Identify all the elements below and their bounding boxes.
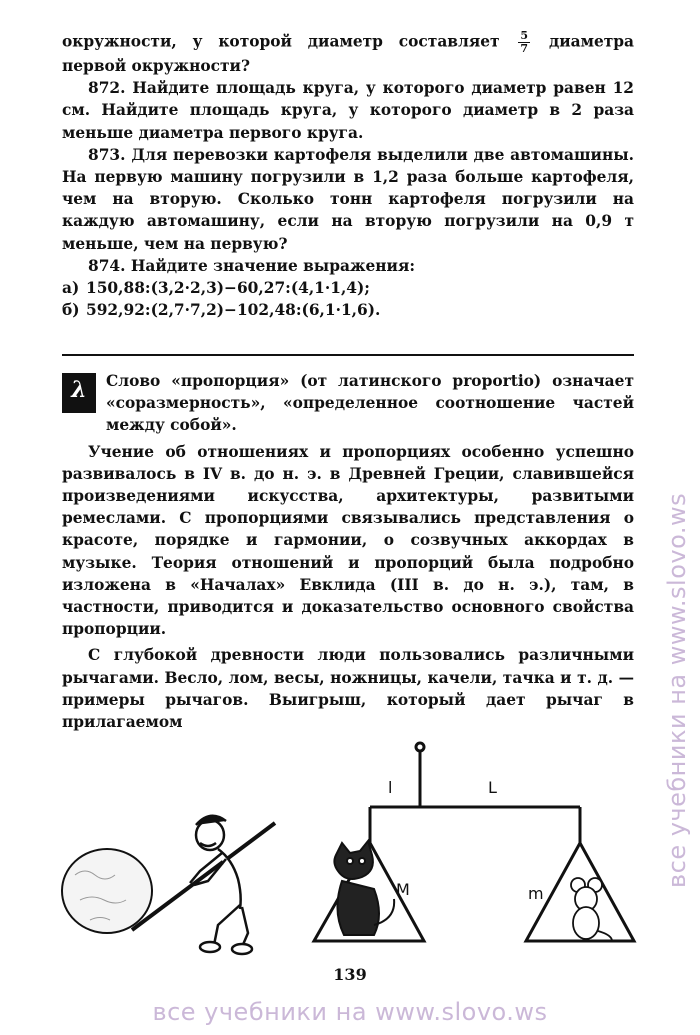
problem-874-text: Найдите значение выражения: <box>130 256 416 275</box>
problem-873-text: Для перевозки картофеля выделили две автомашины. На первую машину погрузили в 1,2 раза больше картофеля, чем на вторую. Сколько тонн картофеля погрузили на каждую автомашину, если на вторую погрузили на 0,9 т меньше, чем на первую? <box>62 145 634 253</box>
man-figure <box>190 816 252 954</box>
label-mass-m: m <box>528 884 544 903</box>
fraction-5-7 <box>518 30 530 55</box>
option-b-expression: 592,92:(2,7·7,2)−102,48:(6,1·1,6). <box>86 301 381 320</box>
option-a-expression: 150,88:(3,2·2,3)−60,27:(4,1·1,4); <box>86 279 370 298</box>
label-arm-L: L <box>488 778 497 797</box>
history-section-icon <box>62 373 96 413</box>
problem-871-text-start: окружности, у которой диаметр составляет <box>62 32 500 51</box>
option-b-label: б) <box>62 301 80 320</box>
problem-874-option-a <box>62 277 634 299</box>
fraction-numerator: 5 <box>520 29 529 42</box>
history-paragraph-1: Учение об отношениях и пропорциях особенно успешно развивалось в IV в. до н. э. в Древней Греции, славившейся произведениями искусства, архитектуры, развитыми ремеслами. С пропорциями связывались представления о красоте, порядке и гармонии, о созвучных аккордах в музыке. Теория отношений и пропорций была подробно изложена в «Началах» Евклида (III в. до н. э.), там, в частности, приводится и доказательство основного свойства пропорции. <box>62 442 634 639</box>
section-divider <box>62 354 634 356</box>
problems-block <box>62 30 634 321</box>
history-paragraph-2: С глубокой древности люди пользовались различными рычагами. Весло, лом, весы, ножницы, качели, тачка и т. д. — примеры рычагов. Выигрыш, который дает рычаг в прилагаемом <box>62 646 634 732</box>
fraction-denominator: 7 <box>520 42 529 55</box>
problem-874 <box>62 255 634 277</box>
problem-871-tail <box>62 30 634 77</box>
lever-illustration <box>50 735 650 960</box>
problem-874-number: 874. <box>88 256 126 275</box>
problem-872 <box>62 77 634 144</box>
boulder <box>62 849 152 933</box>
history-section <box>62 370 634 733</box>
problem-873 <box>62 144 634 255</box>
watermark-bottom: все учебники на www.slovo.ws <box>152 998 548 1026</box>
label-arm-l: l <box>388 778 393 797</box>
history-intro: Слово «пропорция» (от латинского proportio) означает «соразмерность», «определенное соотношение частей между собой». <box>106 372 634 435</box>
problem-874-option-b <box>62 299 634 321</box>
problem-872-text: Найдите площадь круга, у которого диаметр равен 12 см. Найдите площадь круга, у которого диаметр в 2 раза меньше диаметра первого круга. <box>62 79 634 142</box>
problem-873-number: 873. <box>88 145 126 164</box>
problem-871-text-end: диаметра первой окружности? <box>62 32 635 75</box>
label-mass-M: M <box>396 880 410 899</box>
problem-872-number: 872. <box>88 79 126 98</box>
option-a-label: а) <box>62 279 80 298</box>
history-icon-glyph: λ <box>71 377 87 403</box>
page-number: 139 <box>333 965 367 984</box>
watermark-side: все учебники на www.slovo.ws <box>663 492 691 888</box>
